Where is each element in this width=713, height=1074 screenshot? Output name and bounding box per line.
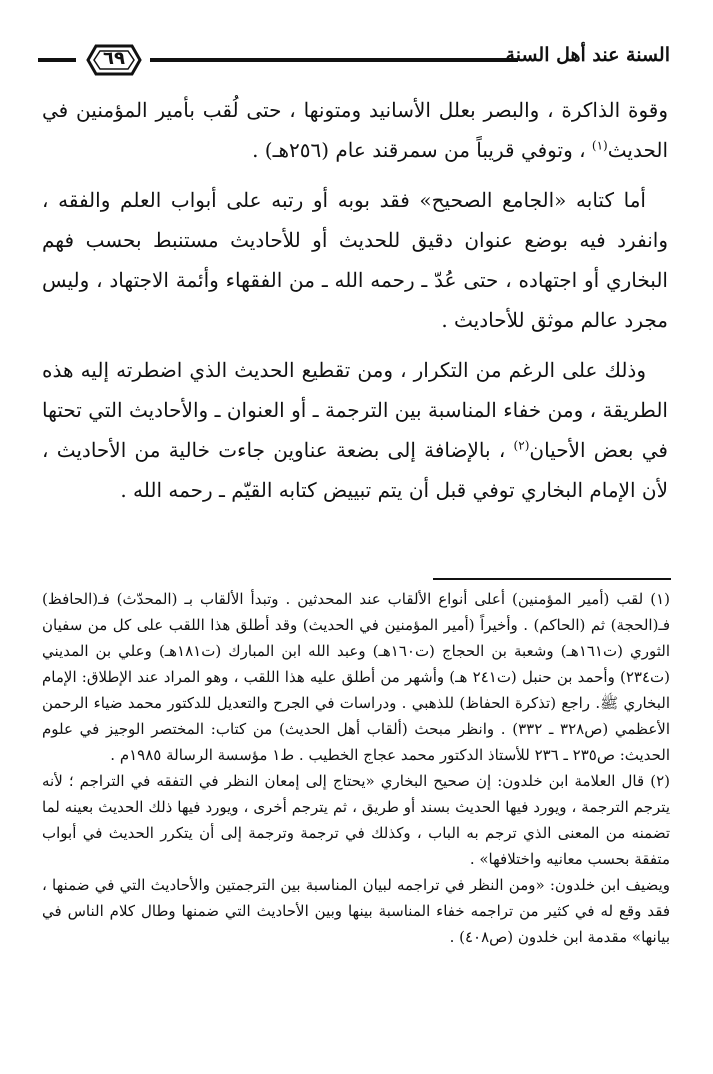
main-text [42, 90, 668, 520]
paragraph-3-text: وذلك على الرغم من التكرار ، ومن تقطيع الحديث الذي اضطرته إليه هذه الطريقة ، ومن خفاء المناسبة بين الترجمة ـ أو العنوان ـ والأحاديث التي تحتها في بعض الأحيان [42, 358, 668, 462]
paragraph-2: أما كتابه «الجامع الصحيح» فقد بوبه أو رتبه على أبواب العلم والفقه ، وانفرد فيه بوضع عنوان دقيق للحديث أو للأحاديث مستنبط بحسب فهم البخاري أو اجتهاده ، حتى عُدّ ـ رحمه الله ـ من الفقهاء وأئمة الاجتهاد ، وليس مجرد عالم موثق للأحاديث . [42, 188, 668, 332]
running-title: السنة عند أهل السنة [505, 44, 670, 66]
footnote-2-continued: ويضيف ابن خلدون: «ومن النظر في تراجمه لبيان المناسبة بين الترجمتين والأحاديث التي في ضمنها ، فقد وقع له في كثير من تراجمه خفاء المناسبة بينها وبين الأحاديث التي ضمنها وطال كلام الناس في بيانها» مقدمة ابن خلدون (ص٤٠٨) . [42, 876, 670, 946]
header-rule-right [150, 58, 518, 62]
footnote-ref-2: (٢) [513, 438, 530, 453]
footnote-2: (٢) قال العلامة ابن خلدون: إن صحيح البخاري «يحتاج إلى إمعان النظر في التفقه في التراجم ؛ لأنه يترجم الترجمة ، ويورد فيها الحديث بسند أو طريق ، ثم يترجم أخرى ، ويورد فيها ذلك الحديث بعينه لما تضمنه من المعنى الذي ترجم به الباب ، وكذلك في ترجمة وترجمة إلى أن يتكرر الحديث في أبواب متفقة بحسب معانيه واختلافها» . [42, 772, 670, 868]
page-number: ٦٩ [103, 48, 125, 69]
footnote-ref-1: (١) [591, 138, 608, 153]
page-number-ornament [84, 42, 144, 78]
paragraph-1-end: ، وتوفي قريباً من سمرقند عام (٢٥٦هـ) . [252, 138, 592, 162]
page-header [38, 40, 670, 80]
footnote-separator [433, 578, 671, 580]
paragraph-3 [42, 350, 668, 510]
header-rule-left [38, 58, 76, 62]
footnotes [42, 586, 670, 950]
paragraph-3-end: ، بالإضافة إلى بضعة عناوين جاءت خالية من الأحاديث ، لأن الإمام البخاري توفي قبل أن يتم تبييض كتابه القيّم ـ رحمه الله . [42, 438, 668, 502]
paragraph-1 [42, 90, 668, 170]
paragraph-1-text: وقوة الذاكرة ، والبصر بعلل الأسانيد ومتونها ، حتى لُقب بأمير المؤمنين في الحديث [42, 98, 668, 162]
footnote-1: (١) لقب (أمير المؤمنين) أعلى أنواع الألقاب عند المحدثين . وتبدأ الألقاب بـ (المحدّث) فـ(الحافظ) فـ(الحجة) ثم (الحاكم) . وأخيراً (أمير المؤمنين في الحديث) وقد أطلق هذا اللقب على كل من سفيان الثوري (ت١٦١هـ) وشعبة بن الحجاج (ت١٦٠هـ) وعبد الله ابن المبارك (ت١٨١هـ) وعلي بن المديني (ت٢٣٤) وأحمد بن حنبل (ت٢٤١ هـ) وأشهر من أطلق عليه هذا اللقب ، وهو المراد عند الإطلاق: الإمام البخاري ﷺ. راجع (تذكرة الحفاظ) للذهبي . ودراسات في الجرح والتعديل للدكتور محمد ضياء الرحمن الأعظمي (ص٣٢٨ ـ ٣٣٢) . وانظر مبحث (ألقاب أهل الحديث) من كتاب: المختصر الوجيز في علوم الحديث: ص٢٣٥ ـ ٢٣٦ للأستاذ الدكتور محمد عجاج الخطيب . ط١ مؤسسة الرسالة ١٩٨٥م . [42, 590, 670, 764]
